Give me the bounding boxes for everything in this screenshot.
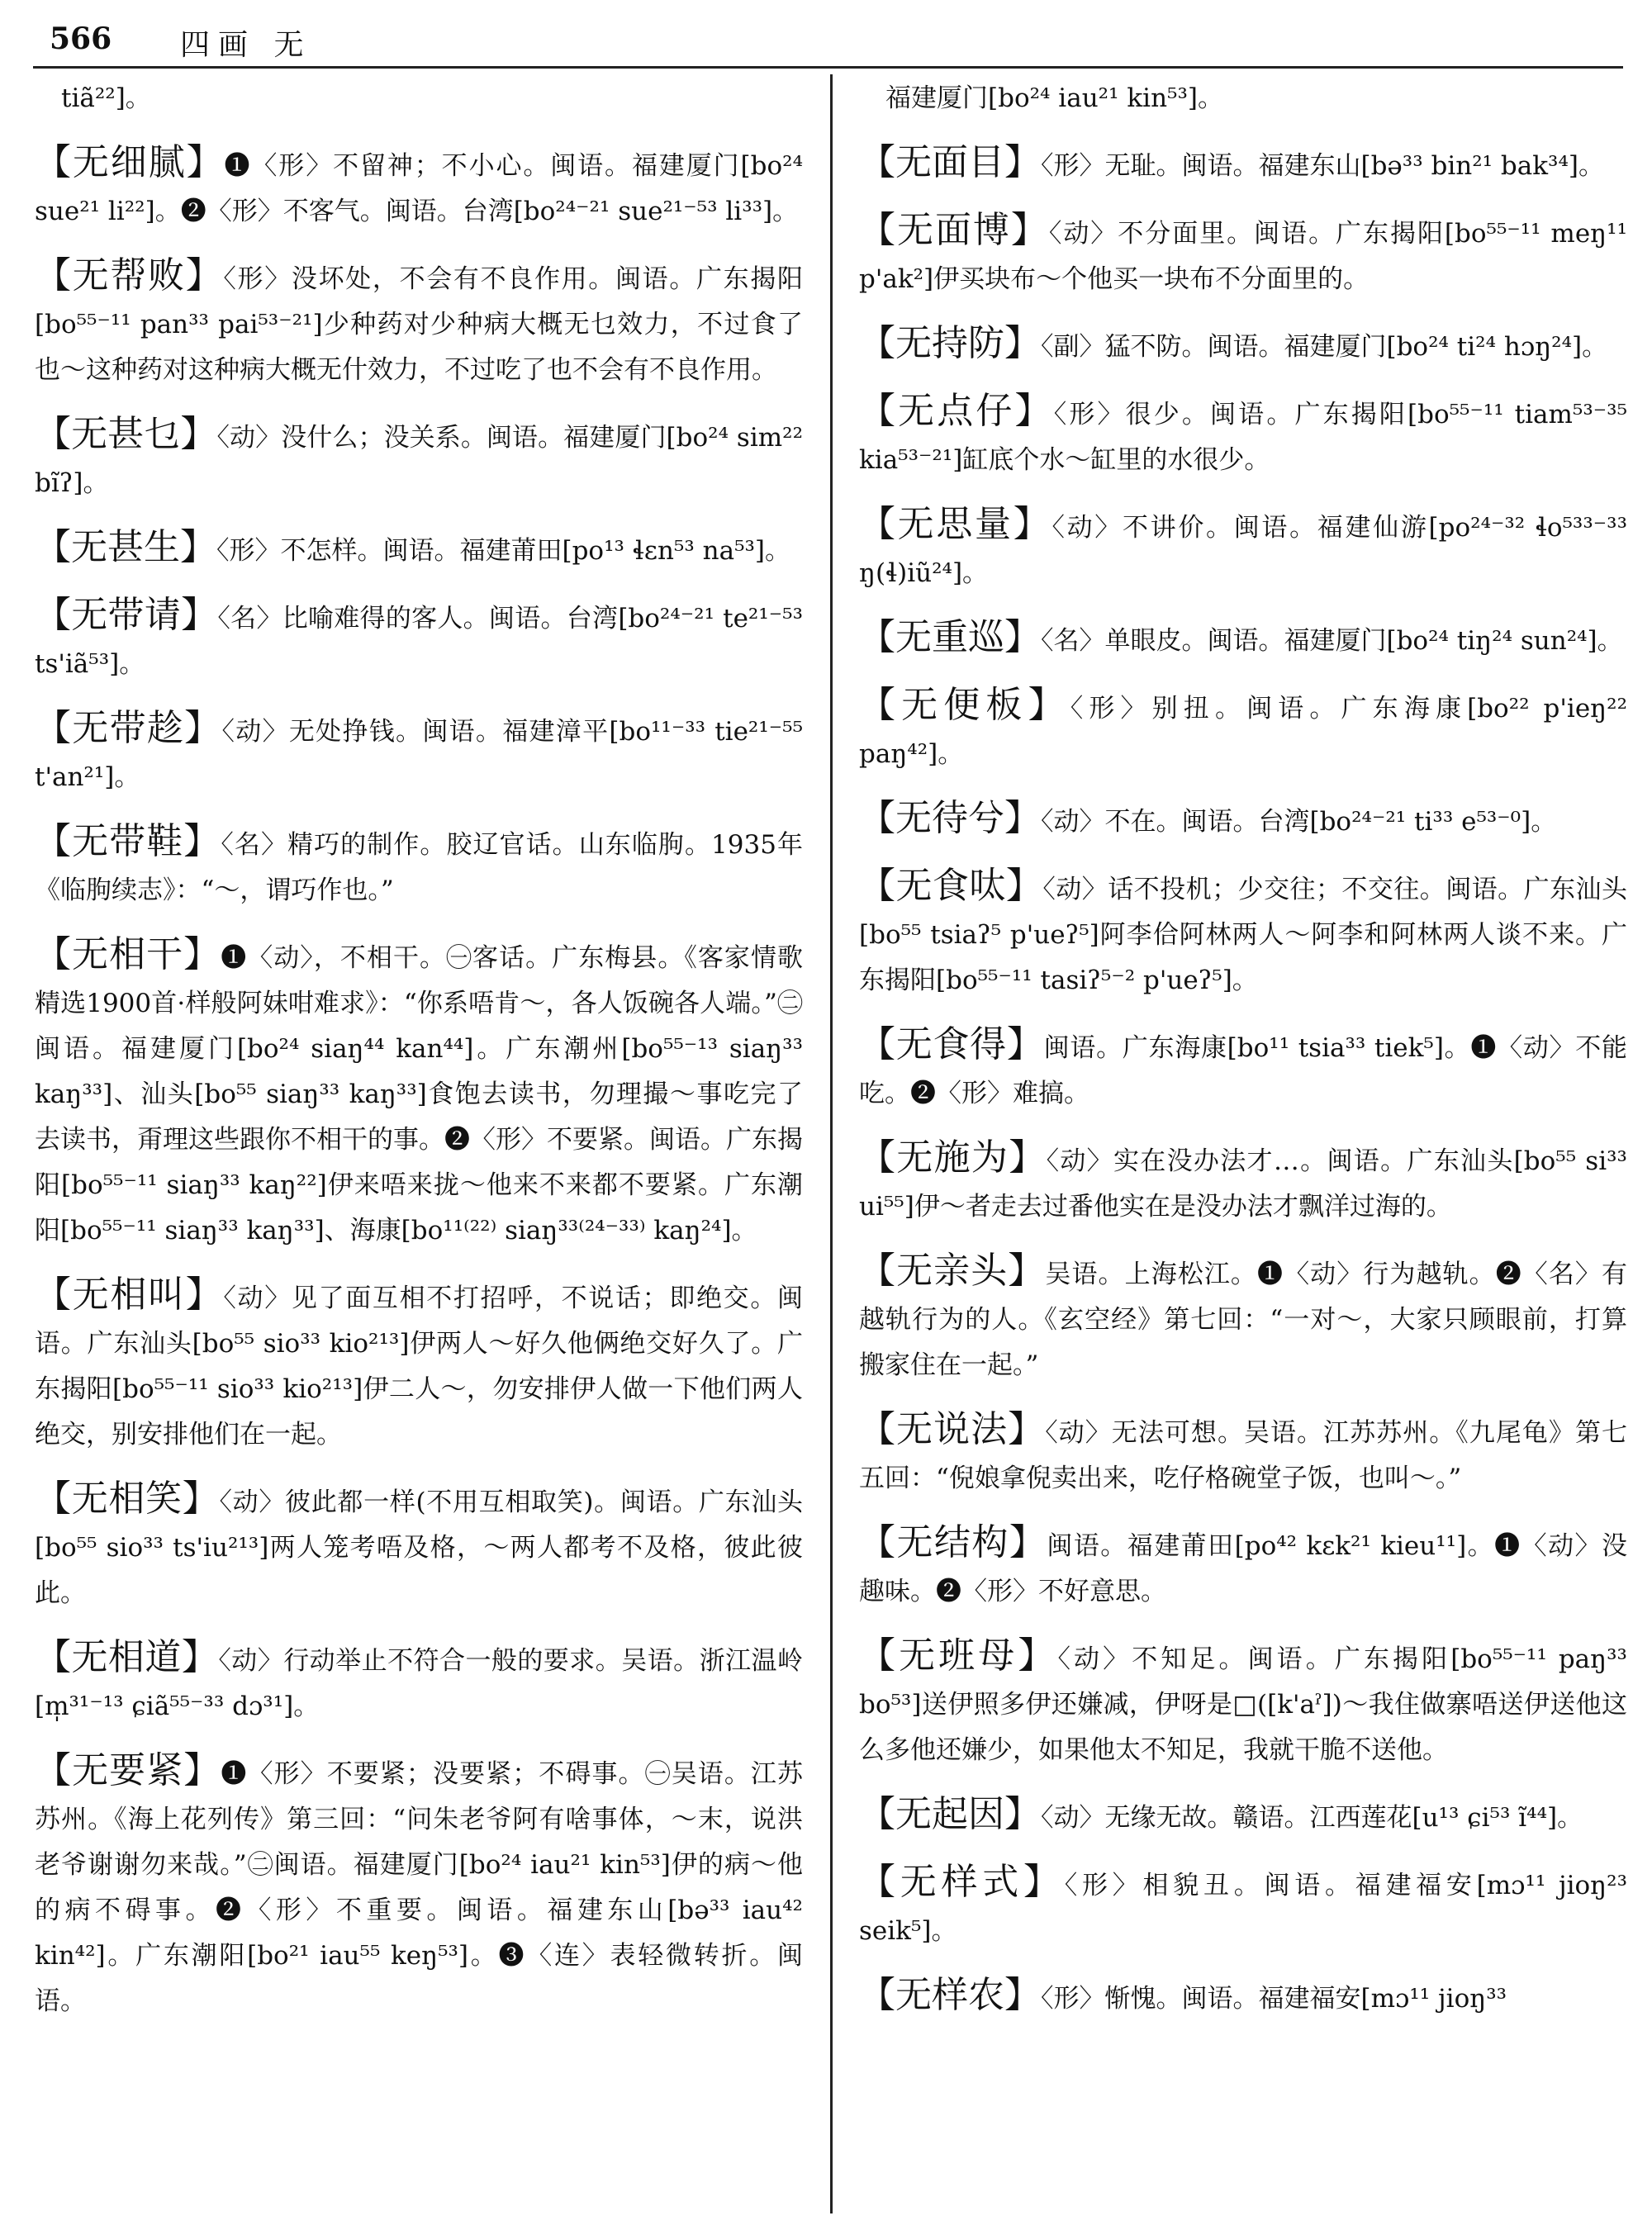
entry-headword: 【无样农】 (859, 1974, 1041, 2016)
entry-definition: 〈动〉话不投机；少交往；不交往。闽语。广东汕头[bo⁵⁵ tsiaʔ⁵ p'ueʔ⁵]阿李佮阿林两人～阿李和阿林两人谈不来。广东揭阳[bo⁵⁵⁻¹¹ tasiʔ⁵⁻² p'ueʔ⁵]。 (859, 875, 1628, 995)
entry-definition: 〈动〉不在。闽语。台湾[bo²⁴⁻²¹ ti³³ e⁵³⁻⁰]。 (1041, 807, 1557, 837)
entry-definition: 〈动〉不知足。闽语。广东揭阳[bo⁵⁵⁻¹¹ paŋ³³ bo⁵³]送伊照多伊还嫌减，伊呀是□([k'aˀ])～我住做寨唔送伊送他这么多他还嫌少，如果他太不知足，我就干脆不送他。 (859, 1644, 1627, 1765)
entry-headword: 【无班母】 (859, 1635, 1058, 1677)
dictionary-entry (859, 76, 1627, 121)
dictionary-entry (859, 1791, 1627, 1841)
entry-definition: 〈形〉不怎样。闽语。福建莆田[po¹³ ɬɛn⁵³ na⁵³]。 (216, 536, 791, 566)
entry-headword: 【无细腻】 (35, 141, 225, 183)
entry-definition: 〈动〉行动举止不符合一般的要求。吴语。浙江温岭[m̩³¹⁻¹³ ɕiã⁵⁵⁻³³ dɔ³¹]。 (35, 1646, 804, 1721)
page-header (50, 21, 1619, 69)
entry-definition: 〈动〉彼此都一样(不用互相取笑)。闽语。广东汕头[bo⁵⁵ sio³³ ts'iu²¹³]两人笼考唔及格，～两人都考不及格，彼此彼此。 (35, 1487, 804, 1608)
entry-definition: 〈形〉惭愧。闽语。福建福安[mɔ¹¹ jioŋ³³ (1041, 1984, 1507, 2014)
section-heading: 四画 无 (180, 28, 312, 62)
entry-definition: 〈动〉无缘无故。赣语。江西莲花[u¹³ ɕi⁵³ ĩ⁴⁴]。 (1041, 1803, 1583, 1833)
entry-definition: 〈形〉相貌丑。闽语。福建福安[mɔ¹¹ jioŋ²³ seik⁵]。 (859, 1871, 1627, 1946)
dictionary-entry (35, 76, 803, 121)
entry-definition: 吴语。上海松江。❶〈动〉行为越轨。❷〈名〉有越轨行为的人。《玄空经》第七回：“一对～，大家只顾眼前，打算搬家住在一起。” (859, 1260, 1628, 1380)
entry-definition: 闽语。福建莆田[po⁴² kɛk²¹ kieu¹¹]。❶〈动〉没趣味。❷〈形〉不好意思。 (859, 1531, 1628, 1606)
entry-headword: 【无待兮】 (859, 797, 1041, 839)
entry-definition: 〈动〉没什么；没关系。闽语。福建厦门[bo²⁴ sim²² bĩʔ]。 (35, 423, 804, 498)
entry-headword: 【无带请】 (35, 594, 218, 636)
dictionary-entry (859, 1022, 1627, 1117)
dictionary-entry (859, 795, 1627, 845)
dictionary-entry (859, 1135, 1627, 1230)
entry-definition: 〈动〉不分面里。闽语。广东揭阳[bo⁵⁵⁻¹¹ meŋ¹¹ p'ak²]伊买块布～个他买一块布不分面里的。 (859, 219, 1627, 294)
entry-definition: ❶〈形〉不留神；不小心。闽语。福建厦门[bo²⁴ sue²¹ li²²]。❷〈形〉不客气。闽语。台湾[bo²⁴⁻²¹ sue²¹⁻⁵³ li³³]。 (35, 151, 804, 226)
left-column (35, 76, 803, 2043)
dictionary-entry (35, 592, 803, 687)
dictionary-entry (859, 1520, 1627, 1615)
entry-definition: ❶〈动〉，不相干。㊀客话。广东梅县。《客家情歌精选1900首·样般阿妹咁难求》：“你系唔肯～，各人饭碗各人端。”㊁闽语。福建厦门[bo²⁴ siaŋ⁴⁴ kan⁴⁴]。广东潮州[bo⁵⁵⁻¹³ siaŋ³³ kaŋ³³]、汕头[bo⁵⁵ siaŋ³³ kaŋ³³]食饱去读书，勿理撮～事吃完了去读书，甭理这些跟你不相干的事。❷〈形〉不要紧。闽语。广东揭阳[bo⁵⁵⁻¹¹ siaŋ³³ kaŋ²²]伊来唔来拢～他来不来都不要紧。广东潮阳[bo⁵⁵⁻¹¹ siaŋ³³ kaŋ³³]、海康[bo¹¹⁽²²⁾ siaŋ³³⁽²⁴⁻³³⁾ kaŋ²⁴]。 (35, 943, 803, 1245)
entry-headword: 【无样式】 (859, 1861, 1065, 1903)
entry-definition: 〈动〉不讲价。闽语。福建仙游[po²⁴⁻³² ɬo⁵³³⁻³³ ŋ(ɬ)iũ²⁴]。 (859, 513, 1627, 588)
entry-definition: 〈名〉单眼皮。闽语。福建厦门[bo²⁴ tiŋ²⁴ sun²⁴]。 (1041, 626, 1623, 656)
entry-definition: tiã²²]。 (61, 83, 151, 113)
right-column (859, 76, 1627, 2040)
header-rule (33, 66, 1623, 69)
entry-definition: 〈名〉精巧的制作。胶辽官话。山东临朐。1935年《临朐续志》：“～，谓巧作也。” (35, 830, 804, 905)
dictionary-entry (859, 614, 1627, 664)
entry-headword: 【无面博】 (859, 209, 1049, 251)
entry-headword: 【无相干】 (35, 933, 221, 975)
entry-definition: 〈形〉别扭。闽语。广东海康[bo²² p'ieŋ²² paŋ⁴²]。 (859, 694, 1628, 769)
entry-definition: 闽语。广东海康[bo¹¹ tsia³³ tiek⁵]。❶〈动〉不能吃。❷〈形〉难搞。 (859, 1033, 1628, 1108)
entry-headword: 【无便板】 (859, 684, 1070, 726)
dictionary-entry (35, 1635, 803, 1729)
dictionary-entry (35, 1272, 803, 1458)
entry-definition: 〈形〉没坏处，不会有不良作用。闽语。广东揭阳[bo⁵⁵⁻¹¹ pan³³ pai⁵³⁻²¹]少种药对少种病大概无乜效力，不过食了也～这种药对这种病大概无什效力，不过吃了也不会有不良作用。 (35, 264, 804, 385)
dictionary-entry (35, 1476, 803, 1616)
dictionary-entry (35, 1748, 803, 2024)
entry-headword: 【无结构】 (859, 1521, 1047, 1563)
dictionary-entry (35, 411, 803, 506)
entry-definition: 〈名〉比喻难得的客人。闽语。台湾[bo²⁴⁻²¹ te²¹⁻⁵³ ts'iã⁵³]。 (35, 604, 804, 679)
dictionary-entry (35, 253, 803, 393)
entry-headword: 【无面目】 (859, 141, 1041, 183)
dictionary-entry (859, 388, 1627, 483)
entry-headword: 【无带趁】 (35, 707, 222, 749)
entry-headword: 【无相叫】 (35, 1274, 224, 1316)
dictionary-entry (35, 705, 803, 800)
entry-definition: 〈动〉见了面互相不打招呼，不说话；即绝交。闽语。广东汕头[bo⁵⁵ sio³³ kio²¹³]伊两人～好久他俩绝交好久了。广东揭阳[bo⁵⁵⁻¹¹ sio³³ kio²¹³]伊二人～，勿安排伊人做一下他们两人绝交，别安排他们在一起。 (35, 1283, 804, 1450)
entry-headword: 【无重巡】 (859, 616, 1041, 658)
dictionary-entry (35, 818, 803, 913)
entry-headword: 【无亲头】 (859, 1250, 1046, 1292)
entry-definition: 〈副〉猛不防。闽语。福建厦门[bo²⁴ ti²⁴ hɔŋ²⁴]。 (1041, 332, 1608, 362)
dictionary-entry (35, 524, 803, 574)
entry-definition: 〈动〉实在没办法才…。闽语。广东汕头[bo⁵⁵ si³³ ui⁵⁵]伊～者走去过番他实在是没办法才飘洋过海的。 (859, 1146, 1627, 1222)
entry-headword: 【无思量】 (859, 503, 1052, 545)
entry-definition: 〈形〉很少。闽语。广东揭阳[bo⁵⁵⁻¹¹ tiam⁵³⁻³⁵ kia⁵³⁻²¹]缸底个水～缸里的水很少。 (859, 400, 1627, 475)
entry-headword: 【无食呔】 (859, 865, 1043, 907)
dictionary-entry (859, 863, 1627, 1004)
dictionary-entry (859, 1633, 1627, 1773)
dictionary-entry (35, 140, 803, 235)
dictionary-entry (859, 1859, 1627, 1954)
entry-headword: 【无施为】 (859, 1136, 1047, 1179)
entry-definition: ❶〈形〉不要紧；没要紧；不碍事。㊀吴语。江苏苏州。《海上花列传》第三回：“问朱老爷阿有啥事体，～末，说洪老爷谢谢勿来哉。”㊁闽语。福建厦门[bo²⁴ iau²¹ kin⁵³]伊的病～他的病不碍事。❷〈形〉不重要。闽语。福建东山[bə³³ iau⁴² kin⁴²]。广东潮阳[bo²¹ iau⁵⁵ keŋ⁵³]。❸〈连〉表轻微转折。闽语。 (35, 1759, 804, 2016)
dictionary-entry (859, 140, 1627, 189)
entry-headword: 【无持防】 (859, 322, 1041, 364)
dictionary-entry (35, 932, 803, 1254)
dictionary-entry (859, 682, 1627, 777)
dictionary-entry (859, 501, 1627, 596)
entry-definition: 〈动〉无法可想。吴语。江苏苏州。《九尾龟》第七五回：“倪娘拿倪卖出来，吃仔格碗堂子饭，也叫～。” (859, 1418, 1627, 1493)
entry-headword: 【无带鞋】 (35, 820, 221, 862)
entry-headword: 【无帮败】 (35, 254, 224, 297)
entry-definition: 〈动〉无处挣钱。闽语。福建漳平[bo¹¹⁻³³ tie²¹⁻⁵⁵ t'an²¹]。 (35, 717, 804, 792)
entry-definition: 福建厦门[bo²⁴ iau²¹ kin⁵³]。 (885, 83, 1223, 113)
entry-headword: 【无点仔】 (859, 390, 1054, 432)
entry-headword: 【无甚乜】 (35, 413, 217, 455)
dictionary-entry (859, 207, 1627, 302)
dictionary-entry (859, 1248, 1627, 1388)
dictionary-entry (859, 320, 1627, 370)
page-number: 566 (50, 21, 112, 56)
column-divider (830, 74, 833, 2213)
entry-headword: 【无食得】 (859, 1023, 1044, 1065)
entry-headword: 【无甚生】 (35, 526, 216, 568)
entry-headword: 【无起因】 (859, 1793, 1041, 1835)
entry-headword: 【无要紧】 (35, 1749, 221, 1791)
entry-headword: 【无相笑】 (35, 1478, 220, 1520)
entry-definition: 〈形〉无耻。闽语。福建东山[bə³³ bin²¹ bak³⁴]。 (1041, 151, 1604, 181)
entry-headword: 【无相道】 (35, 1636, 219, 1678)
dictionary-entry (859, 1972, 1627, 2022)
dictionary-entry (859, 1407, 1627, 1502)
entry-headword: 【无说法】 (859, 1408, 1046, 1450)
